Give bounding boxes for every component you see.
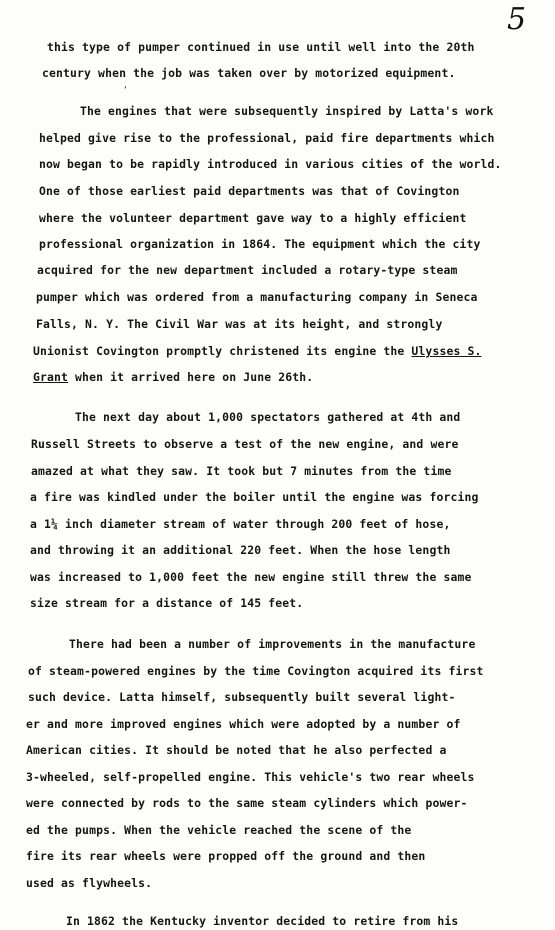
- ship-name-underlined: Ulysses S.: [411, 344, 482, 358]
- text-line: 3-wheeled, self-propelled engine. This vehicle's two rear wheels: [26, 770, 475, 784]
- text-line: helped give rise to the professional, paid fire departments which: [39, 131, 495, 145]
- text-line: One of those earliest paid departments was that of Covington: [39, 184, 460, 198]
- text-line: now began to be rapidly introduced in various cities of the world.: [39, 157, 502, 171]
- text-line: Falls, N. Y. The Civil War was at its height, and strongly: [36, 317, 443, 331]
- text-line: [33, 344, 482, 358]
- text-line: this type of pumper continued in use until well into the 20th: [47, 40, 475, 54]
- text-line: ed the pumps. When the vehicle reached the scene of the: [26, 823, 412, 837]
- text-line: [33, 370, 313, 384]
- text-line: a 1¼ inch diameter stream of water through 200 feet of hose,: [30, 517, 451, 531]
- text-line-plain: Unionist Covington promptly christened its engine the: [33, 344, 412, 358]
- text-line: There had been a number of improvements in the manufacture: [69, 637, 476, 651]
- text-line-plain: when it arrived here on June 26th.: [68, 370, 314, 384]
- stray-mark: ʹ: [124, 86, 127, 97]
- text-line: amazed at what they saw. It took but 7 minutes from the time: [31, 464, 452, 478]
- text-line: er and more improved engines which were adopted by a number of: [26, 717, 461, 731]
- text-line: used as flywheels.: [26, 876, 153, 890]
- text-line: century when the job was taken over by motorized equipment.: [42, 66, 456, 80]
- text-line: of steam-powered engines by the time Covington acquired its first: [28, 664, 484, 678]
- text-line: fire its rear wheels were propped off the ground and then: [26, 849, 426, 863]
- text-line: The next day about 1,000 spectators gathered at 4th and: [75, 410, 461, 424]
- text-line: pumper which was ordered from a manufacturing company in Seneca: [36, 290, 478, 304]
- text-line: acquired for the new department included a rotary-type steam: [37, 263, 458, 277]
- ship-name-underlined: Grant: [33, 370, 69, 384]
- text-line: size stream for a distance of 145 feet.: [30, 596, 304, 610]
- text-line: were connected by rods to the same steam cylinders which power-: [26, 796, 468, 810]
- text-line: In 1862 the Kentucky inventor decided to retire from his: [66, 914, 459, 928]
- text-line: professional organization in 1864. The equipment which the city: [39, 237, 481, 251]
- text-line: and throwing it an additional 220 feet. When the hose length: [30, 543, 451, 557]
- text-line: American cities. It should be noted that he also perfected a: [26, 743, 447, 757]
- text-line: was increased to 1,000 feet the new engine still threw the same: [30, 570, 472, 584]
- text-line: where the volunteer department gave way to a highly efficient: [39, 211, 467, 225]
- text-line: The engines that were subsequently inspired by Latta's work: [80, 104, 494, 118]
- text-line: a fire was kindled under the boiler until the engine was forcing: [30, 490, 479, 504]
- text-line: such device. Latta himself, subsequently built several light-: [28, 690, 456, 704]
- page-number: 5: [507, 2, 527, 37]
- text-line: Russell Streets to observe a test of the new engine, and were: [31, 437, 459, 451]
